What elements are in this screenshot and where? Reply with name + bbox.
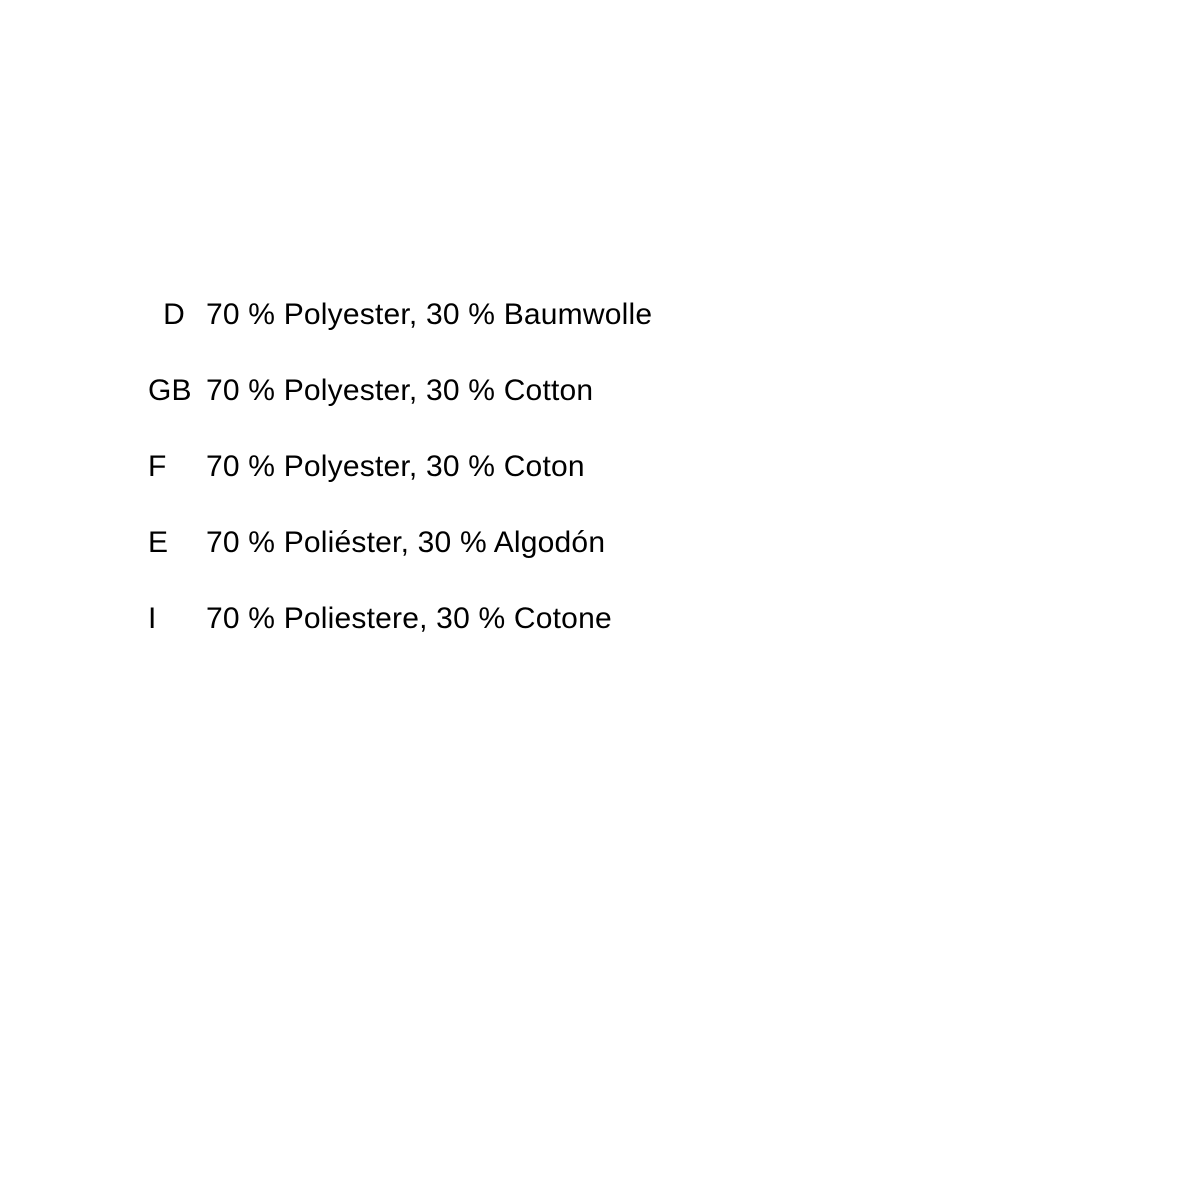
composition-row [148, 524, 1048, 600]
fabric-composition-list [148, 296, 1048, 676]
composition-text-de: 70 % Polyester, 30 % Baumwolle [206, 298, 653, 331]
language-code-fr: F [148, 450, 167, 483]
composition-row [148, 372, 1048, 448]
language-code-de: D [163, 298, 185, 331]
composition-text-gb: 70 % Polyester, 30 % Cotton [206, 374, 594, 407]
composition-text-es: 70 % Poliéster, 30 % Algodón [206, 526, 606, 559]
composition-row [148, 600, 1048, 676]
language-code-gb: GB [148, 374, 192, 407]
language-code-it: I [148, 602, 157, 635]
composition-text-fr: 70 % Polyester, 30 % Coton [206, 450, 585, 483]
composition-row [148, 448, 1048, 524]
composition-row [148, 296, 1048, 372]
composition-text-it: 70 % Poliestere, 30 % Cotone [206, 602, 612, 635]
language-code-es: E [148, 526, 169, 559]
